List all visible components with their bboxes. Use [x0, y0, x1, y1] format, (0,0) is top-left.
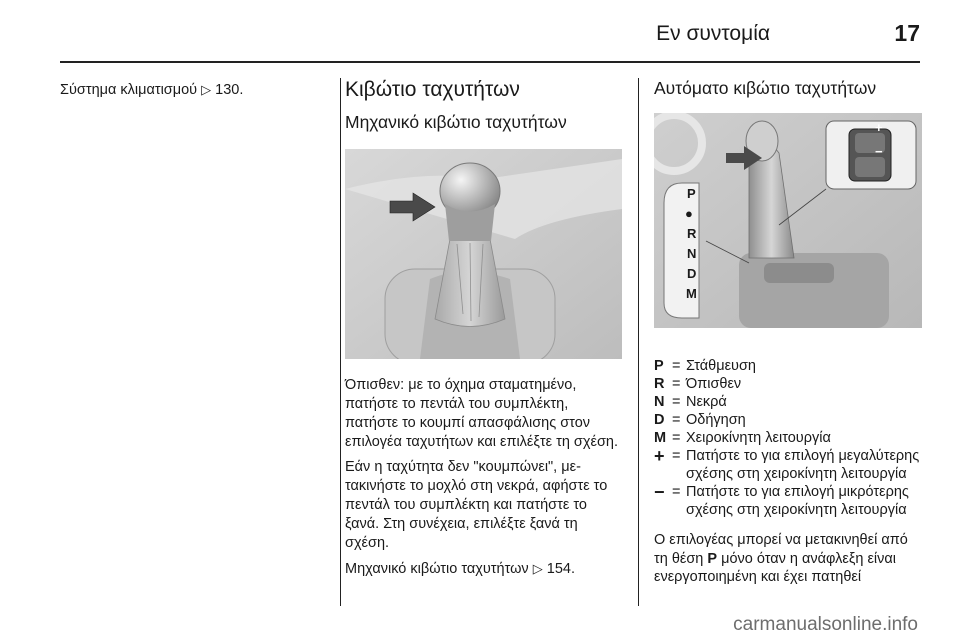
legend-key: M — [654, 430, 667, 446]
gear-label-n: N — [687, 246, 697, 261]
manual-gearbox-reference-page[interactable]: 154. — [546, 561, 575, 577]
section-title: Εν συντομία — [656, 22, 770, 45]
automatic-gearbox-heading: Αυτόματο κιβώτιο ταχυτήτων — [654, 78, 877, 98]
selector-note-bold: P — [707, 550, 718, 567]
legend-key: R — [654, 376, 665, 392]
gearbox-heading: Κιβώτιο ταχυτήτων — [345, 78, 520, 101]
column-one — [60, 80, 330, 100]
gear-label-strip — [677, 186, 707, 396]
legend-text: Πατήστε το για επιλογή μικρότερης σχέσης στη χειροκίνητη λειτουργία — [686, 484, 909, 518]
gear-label-d: D — [687, 266, 697, 281]
gear-label-r: R — [687, 226, 697, 241]
climate-reference-text: Σύστημα κλιματισμού — [60, 82, 198, 98]
plus-button-label: + — [875, 120, 883, 135]
legend-key: N — [654, 394, 665, 410]
lock-icon: ● — [685, 206, 693, 221]
legend-equals: = — [672, 358, 681, 374]
legend-text: Νεκρά — [686, 394, 727, 410]
legend-equals: = — [672, 394, 681, 410]
legend-equals: = — [672, 412, 681, 428]
reverse-gear-paragraph: Όπισθεν: με το όχημα σταματημένο, πατήστε το πεντάλ του συμπλέκτη, πατήστε το κουμπί απασφάλισης στον επιλογέα ταχυτήτων και επιλέξτε τη σχέση. — [345, 377, 618, 450]
arrow-right-icon[interactable]: ▷ — [532, 561, 543, 576]
legend-text: Οδήγηση — [686, 412, 746, 428]
legend-equals: = — [672, 484, 681, 500]
legend-key: P — [654, 358, 664, 374]
legend-text: Χειροκίνητη λειτουργία — [686, 430, 831, 446]
column-two — [345, 78, 625, 585]
legend-key: − — [654, 482, 665, 502]
legend-row-m — [654, 429, 924, 447]
legend-text: Όπισθεν — [686, 376, 742, 392]
legend-text: Πατήστε το για επιλογή μεγαλύτερης σχέσης στη χειροκίνητη λειτουργία — [686, 448, 920, 482]
manual-gearbox-reference-text: Μηχανικό κιβώτιο ταχυτήτων — [345, 561, 529, 577]
legend-equals: = — [672, 448, 681, 464]
selector-note-paragraph — [654, 531, 924, 587]
manual-gearbox-subheading: Μηχανικό κιβώτιο ταχυτήτων — [345, 112, 567, 132]
minus-button-label: − — [875, 144, 883, 159]
column-divider-left — [340, 78, 341, 606]
arrow-right-icon[interactable]: ▷ — [201, 82, 212, 97]
selector-note-text-2: μόνο όταν η ανάφλεξη είναι ενεργοποιημένη και έχει πατηθεί — [654, 550, 896, 585]
watermark: carmanualsonline.info — [733, 614, 918, 635]
legend-row-minus — [654, 483, 924, 519]
manual-gear-lever-photo — [345, 149, 622, 359]
selector-note-text: Ο επιλογέας μπορεί να μετακινηθεί από τη θέση — [654, 532, 908, 567]
legend-text: Στάθμευση — [686, 358, 757, 374]
legend-equals: = — [672, 430, 681, 446]
page-number: 17 — [894, 20, 920, 46]
legend-equals: = — [672, 376, 681, 392]
legend-row-plus — [654, 447, 924, 483]
column-three — [654, 78, 924, 601]
column-divider-right — [638, 78, 639, 606]
gear-label-p: P — [687, 186, 696, 201]
legend-row-d — [654, 411, 924, 429]
legend-key: D — [654, 412, 665, 428]
gear-label-m: M — [686, 286, 697, 301]
manual-gearbox-reference — [345, 559, 625, 579]
legend-key: + — [654, 446, 665, 466]
climate-reference-page[interactable]: 130. — [215, 82, 244, 98]
header-divider — [60, 61, 920, 63]
gear-engage-paragraph: Εάν η ταχύτητα δεν "κουμπώνει", μετακινήστε το μοχλό στη νεκρά, αφήστε το πεντάλ του συμπλέκτη και πατήστε το ξανά. Στη συνέχεια, επιλέξτε ξανά τη σχέση. — [345, 459, 608, 551]
